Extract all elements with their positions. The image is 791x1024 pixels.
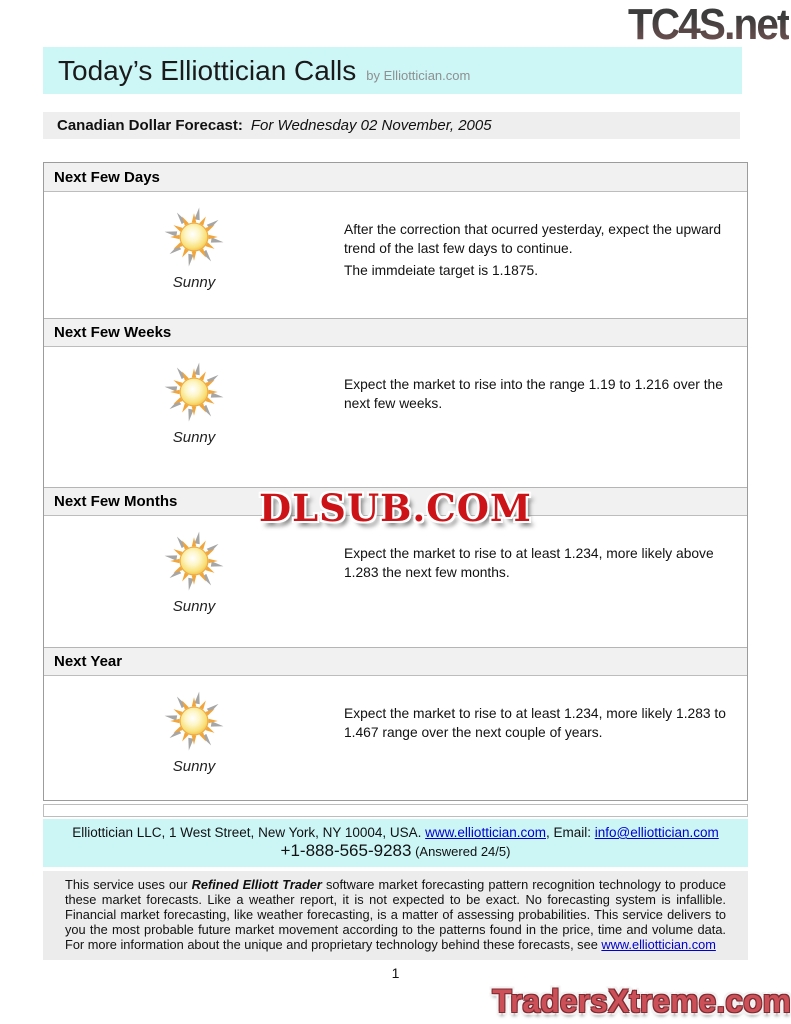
condition-label: Sunny [172, 274, 216, 291]
section-body [44, 347, 747, 487]
section-title: Next Year [44, 647, 747, 676]
weather-icon-column [44, 516, 344, 647]
forecast-text [344, 676, 747, 800]
contact-address: Elliottician LLC, 1 West Street, New York, NY 10004, USA. [72, 825, 426, 840]
page-byline: by Elliottician.com [366, 68, 471, 83]
sun-icon [161, 688, 227, 754]
page-title-bar [43, 47, 742, 94]
forecast-text [344, 347, 747, 487]
section-body [44, 516, 747, 647]
forecast-date: For Wednesday 02 November, 2005 [250, 117, 492, 134]
tradersxtreme-watermark: TradersXtreme.com [492, 983, 791, 1019]
disclaimer-text: software market forecasting pattern recognition technology to produce these market forecasts. Like a weather report, it is not expected to be exact. No forecasting system is infallible. Financial market forecasting, like weather forecasting, is a matter of assessing probabilities. This service delivers to you the most probable future market movement according to the patterns found in the price, time and volume data. For more information about the unique and proprietary technology behind these forecasts, see [65, 877, 726, 952]
disclaimer-box [43, 871, 748, 960]
contact-email-label: , Email: [545, 825, 595, 840]
tc4s-watermark: TC4S.net [628, 0, 789, 49]
forecast-paragraph: Expect the market to rise into the range 1.19 to 1.216 over the next few weeks. [344, 377, 723, 411]
phone-note: (Answered 24/5) [411, 844, 511, 859]
disclaimer-product-name: Refined Elliott Trader [191, 877, 322, 892]
weather-icon-column [44, 347, 344, 487]
sun-icon [161, 528, 227, 594]
contact-address-line [43, 825, 748, 840]
dlsub-watermark: DLSUB.COM [259, 486, 532, 530]
forecast-text [344, 516, 747, 647]
section-next-few-weeks [44, 318, 747, 487]
contact-band [43, 819, 748, 867]
weather-icon-column [44, 192, 344, 318]
forecast-paragraph: Expect the market to rise to at least 1.234, more likely 1.283 to 1.467 range over the next couple of years. [344, 706, 726, 740]
section-body [44, 676, 747, 800]
condition-label: Sunny [172, 598, 216, 615]
section-title: Next Few Days [44, 163, 747, 192]
forecast-bar [43, 112, 740, 139]
forecast-paragraph: After the correction that ocurred yesterday, expect the upward trend of the last few days to continue. [344, 222, 722, 256]
forecast-text [344, 192, 747, 318]
empty-table-strip [43, 804, 748, 817]
forecast-paragraph: Expect the market to rise to at least 1.234, more likely above 1.283 the next few months. [344, 546, 714, 580]
section-next-year [44, 647, 747, 800]
condition-label: Sunny [172, 429, 216, 446]
page-title: Today’s Elliottician Calls [58, 54, 357, 86]
section-title: Next Few Weeks [44, 318, 747, 347]
page-number: 1 [391, 965, 400, 981]
section-body [44, 192, 747, 318]
forecast-paragraph: The immdeiate target is 1.1875. [344, 263, 539, 278]
disclaimer-website-link[interactable]: www.elliottician.com [601, 937, 716, 952]
email-link[interactable]: info@elliottician.com [594, 825, 719, 840]
section-title: Next Few Months [44, 487, 747, 516]
condition-label: Sunny [172, 758, 216, 775]
forecast-table [43, 162, 748, 801]
phone-number: +1-888-565-9283 [280, 841, 412, 860]
website-link[interactable]: www.elliottician.com [425, 825, 546, 840]
disclaimer-text: This service uses our [65, 877, 192, 892]
sun-icon [161, 359, 227, 425]
weather-icon-column [44, 676, 344, 800]
forecast-label: Canadian Dollar Forecast: [57, 117, 243, 134]
sun-icon [161, 204, 227, 270]
section-next-few-days [44, 163, 747, 318]
contact-phone-line [43, 841, 748, 861]
